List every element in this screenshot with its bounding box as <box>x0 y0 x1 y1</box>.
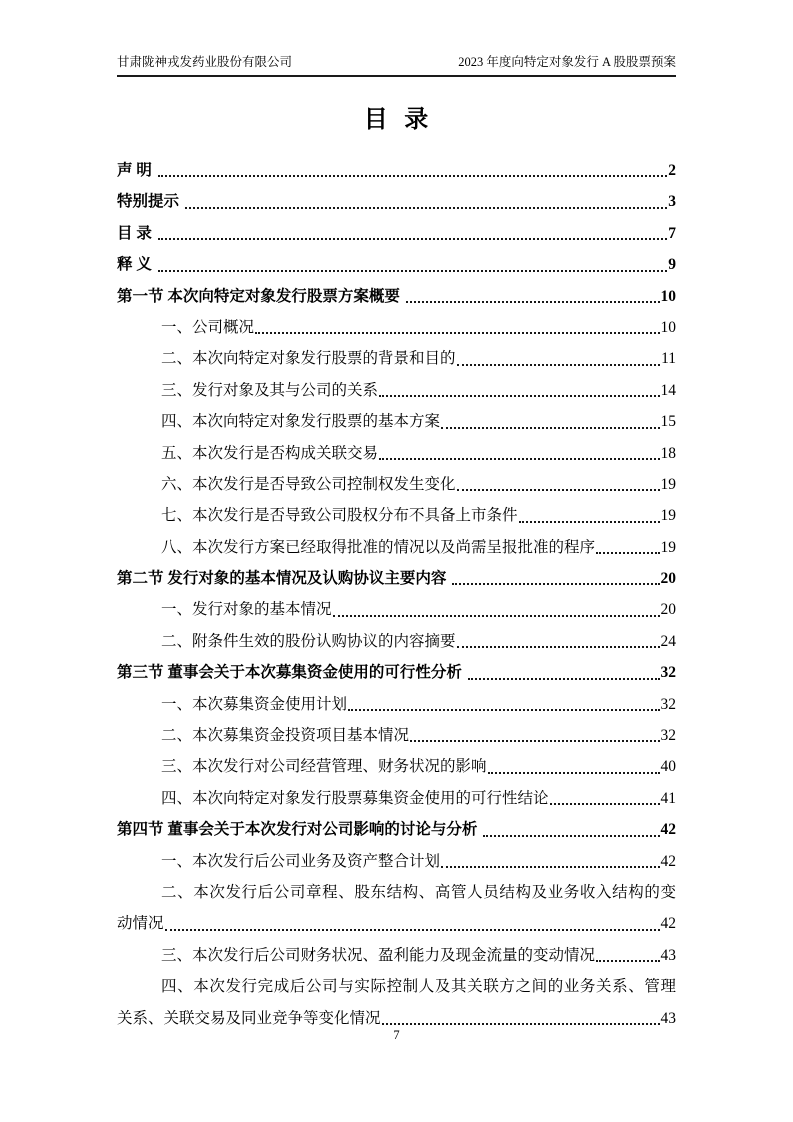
toc-entry-label: 二、本次募集资金投资项目基本情况 <box>161 727 410 745</box>
toc-entry-label: 五、本次发行是否构成关联交易 <box>161 444 379 462</box>
toc-entry <box>117 814 676 845</box>
toc-dot-leader <box>185 207 667 209</box>
toc-entry <box>117 626 676 657</box>
toc-page-number: 42 <box>660 915 676 933</box>
toc-entry <box>117 500 676 531</box>
toc-entry <box>117 438 676 469</box>
toc-page-number: 40 <box>660 758 676 776</box>
toc-dot-leader <box>488 772 660 774</box>
toc-entry <box>117 469 676 500</box>
toc-entry-label: 八、本次发行方案已经取得批准的情况以及尚需呈报批准的程序 <box>161 538 596 556</box>
toc-page-number: 32 <box>660 664 676 682</box>
toc-dot-leader <box>333 615 660 617</box>
toc-dot-leader <box>550 803 660 805</box>
toc-entry-label: 释 义 <box>117 256 152 274</box>
toc-entry-label: 一、发行对象的基本情况 <box>161 601 332 619</box>
toc-entry-label: 目 录 <box>117 224 152 242</box>
toc-page-number: 19 <box>660 507 676 525</box>
toc-page-number: 18 <box>660 444 676 462</box>
toc-page-number: 19 <box>660 475 676 493</box>
toc-entry <box>117 218 676 249</box>
toc-entry <box>117 563 676 594</box>
toc-entry-label: 三、本次发行对公司经营管理、财务状况的影响 <box>161 758 487 776</box>
toc-entry <box>117 375 676 406</box>
toc-title: 目 录 <box>363 107 430 133</box>
toc-page-number: 32 <box>660 695 676 713</box>
toc-dot-leader <box>468 678 660 680</box>
toc-dot-leader <box>379 458 659 460</box>
page-footer <box>0 1028 793 1043</box>
toc-entry-label: 第一节 本次向特定对象发行股票方案概要 <box>117 287 400 305</box>
toc-dot-leader <box>379 395 659 397</box>
toc-dot-leader <box>158 238 667 240</box>
toc-page-number: 10 <box>660 318 676 336</box>
toc-page-number: 7 <box>668 224 676 242</box>
toc-entry <box>117 249 676 280</box>
toc-entry-label: 动情况 <box>117 915 164 933</box>
toc-entry-label: 一、本次募集资金使用计划 <box>161 695 348 713</box>
toc-entry-line1: 四、本次发行完成后公司与实际控制人及其关联方之间的业务关系、管理 <box>161 978 676 996</box>
toc-page-number: 43 <box>660 1009 676 1027</box>
toc-page-number: 11 <box>661 350 676 368</box>
toc-dot-leader <box>596 552 659 554</box>
toc-dot-leader <box>457 364 661 366</box>
toc-dot-leader <box>255 332 659 334</box>
toc-page-number: 42 <box>660 852 676 870</box>
toc-dot-leader <box>382 1023 660 1025</box>
toc-entry <box>117 155 676 186</box>
toc-dot-leader <box>348 709 659 711</box>
toc-entry <box>117 751 676 782</box>
toc-entry <box>117 689 676 720</box>
toc-entry-label: 三、本次发行后公司财务状况、盈利能力及现金流量的变动情况 <box>161 946 596 964</box>
toc-dot-leader <box>452 583 659 585</box>
toc-entry-label: 七、本次发行是否导致公司股权分布不具备上市条件 <box>161 507 518 525</box>
toc-entry-label: 第四节 董事会关于本次发行对公司影响的讨论与分析 <box>117 821 478 839</box>
toc-page-number: 32 <box>660 727 676 745</box>
toc-dot-leader <box>519 521 660 523</box>
toc-entry <box>117 281 676 312</box>
toc-page-number: 42 <box>660 821 676 839</box>
toc-entry-label: 第二节 发行对象的基本情况及认购协议主要内容 <box>117 570 447 588</box>
toc-entry-label: 二、附条件生效的股份认购协议的内容摘要 <box>161 632 456 650</box>
toc-dot-leader <box>441 866 659 868</box>
header-document-title: 2023 年度向特定对象发行 A 股股票预案 <box>458 55 676 69</box>
toc-list <box>117 155 676 1034</box>
toc-dot-leader <box>441 427 659 429</box>
toc-entry <box>117 312 676 343</box>
toc-dot-leader <box>158 270 667 272</box>
toc-page-number: 9 <box>668 256 676 274</box>
toc-entry-label: 一、公司概况 <box>161 318 255 336</box>
toc-dot-leader <box>158 175 667 177</box>
toc-dot-leader <box>457 489 660 491</box>
toc-page-number: 15 <box>660 413 676 431</box>
toc-entry <box>117 406 676 437</box>
toc-page-number: 43 <box>660 946 676 964</box>
toc-entry <box>117 846 676 877</box>
toc-entry-label: 三、发行对象及其与公司的关系 <box>161 381 379 399</box>
toc-dot-leader <box>483 835 659 837</box>
toc-dot-leader <box>457 646 660 648</box>
toc-entry <box>117 532 676 563</box>
header-company-name: 甘肃陇神戎发药业股份有限公司 <box>117 55 293 69</box>
footer-page-number: 7 <box>393 1028 400 1042</box>
toc-page-number: 20 <box>660 601 676 619</box>
toc-page-number: 41 <box>660 789 676 807</box>
toc-dot-leader <box>406 301 660 303</box>
toc-page-number: 19 <box>660 538 676 556</box>
toc-page-number: 24 <box>660 632 676 650</box>
toc-page-number: 2 <box>668 162 676 179</box>
toc-entry <box>117 908 676 939</box>
toc-entry-label: 第三节 董事会关于本次募集资金使用的可行性分析 <box>117 664 462 682</box>
toc-entry-label: 一、本次发行后公司业务及资产整合计划 <box>161 852 441 870</box>
toc-dot-leader <box>165 929 660 931</box>
toc-page-number: 20 <box>660 570 676 588</box>
toc-entry <box>117 594 676 625</box>
toc-entry <box>117 783 676 814</box>
page-header <box>117 52 676 77</box>
toc-entry-label: 关系、关联交易及同业竞争等变化情况 <box>117 1009 381 1027</box>
toc-dot-leader <box>410 740 659 742</box>
toc-entry <box>117 720 676 751</box>
toc-entry-label: 四、本次向特定对象发行股票的基本方案 <box>161 413 441 431</box>
toc-entry-label: 四、本次向特定对象发行股票募集资金使用的可行性结论 <box>161 789 549 807</box>
toc-page-number: 14 <box>660 381 676 399</box>
toc-entry <box>117 343 676 374</box>
toc-entry-label: 二、本次向特定对象发行股票的背景和目的 <box>161 350 456 368</box>
toc-entry-label: 特别提示 <box>117 193 180 211</box>
toc-entry-label: 声 明 <box>117 162 152 179</box>
toc-entry-label: 六、本次发行是否导致公司控制权发生变化 <box>161 475 456 493</box>
toc-entry <box>117 186 676 217</box>
toc-dot-leader <box>596 960 659 962</box>
toc-entry-line1: 二、本次发行后公司章程、股东结构、高管人员结构及业务收入结构的变 <box>161 883 676 901</box>
toc-page-number: 3 <box>668 193 676 211</box>
toc-page-number: 10 <box>660 287 676 305</box>
toc-entry <box>117 657 676 688</box>
toc-entry <box>117 940 676 971</box>
